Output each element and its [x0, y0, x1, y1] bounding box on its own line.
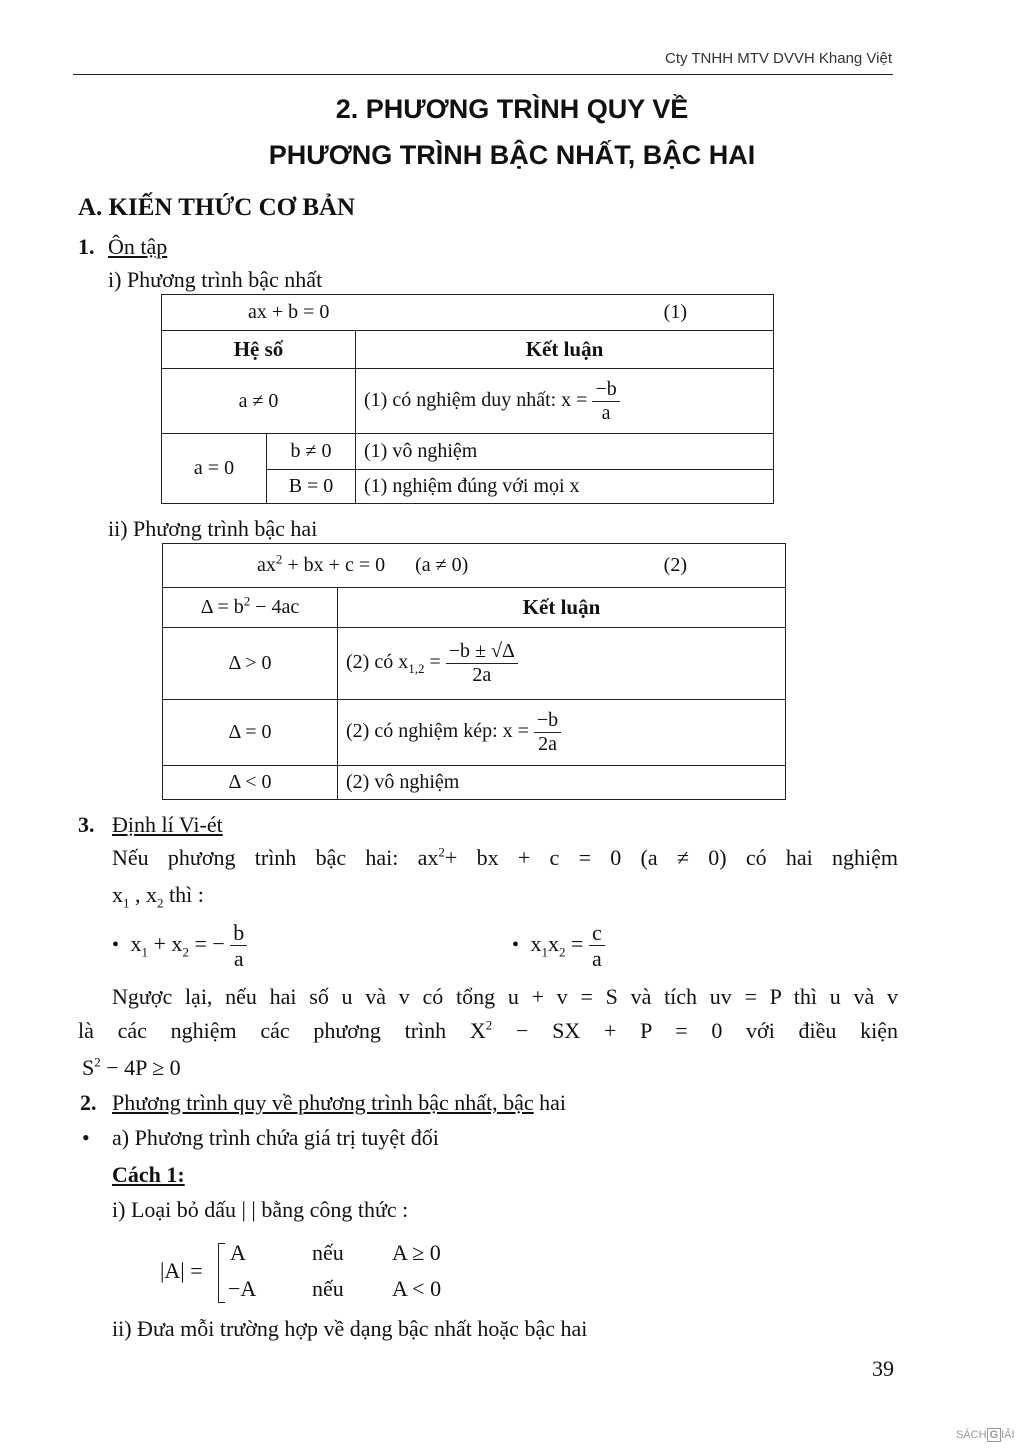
vieta-roots	[112, 882, 204, 911]
header-rule	[73, 74, 893, 75]
sum-x2: + x	[148, 930, 183, 956]
reduce-heading-underlined: Phương trình quy về phương trình bậc nhất, bậc	[112, 1090, 534, 1115]
case1-condition: A ≥ 0	[392, 1240, 441, 1265]
condition-rest: − 4P ≥ 0	[100, 1055, 181, 1080]
roots-then: thì :	[163, 882, 204, 907]
case1-value: A	[230, 1240, 246, 1265]
equation-base: ax	[257, 554, 276, 576]
prod-equals: =	[565, 930, 584, 956]
linear-row2-text: (1) vô nghiệm	[356, 434, 774, 470]
fraction-denominator: a	[591, 946, 602, 972]
bullet: •	[512, 933, 520, 956]
equation-exponent: 2	[275, 551, 283, 567]
watermark-right: IẢI	[1001, 1429, 1015, 1441]
watermark-box: G	[987, 1428, 1002, 1442]
fraction-numerator: −b	[592, 378, 619, 402]
quadratic-row1-fraction	[446, 640, 518, 687]
prod-x1: x	[530, 930, 542, 956]
converse-text-a: là các nghiệm các phương trình X	[78, 1018, 486, 1043]
sum-fraction	[230, 920, 247, 972]
reduce-heading	[112, 1090, 566, 1116]
case1-word: nếu	[312, 1240, 344, 1265]
row2-text: (2) có nghiệm kép: x =	[346, 720, 529, 743]
reduce-heading-tail: hai	[533, 1090, 567, 1115]
converse-exponent: 2	[485, 1017, 493, 1033]
roots-x: x	[112, 882, 123, 907]
abs-lhs: |A| =	[160, 1258, 203, 1283]
quadratic-row2-fraction	[534, 709, 561, 756]
review-heading: Ôn tập	[108, 234, 168, 259]
sum-x1: x	[130, 930, 142, 956]
intro-text-b: + bx + c = 0 (a ≠ 0) có hai nghiệm	[444, 845, 899, 870]
fraction-numerator: −b ± √Δ	[446, 640, 518, 664]
fraction-numerator: −b	[534, 709, 561, 733]
linear-row2-cond: b ≠ 0	[267, 434, 356, 470]
fraction-denominator: a	[233, 946, 244, 972]
case2-condition: A < 0	[392, 1276, 442, 1301]
method1-step1: i) Loại bỏ dấu | | bằng công thức :	[112, 1197, 409, 1222]
vieta-number: 3.	[78, 812, 95, 837]
quadratic-row1-conclusion	[338, 628, 786, 700]
linear-table	[161, 294, 774, 504]
prod-sub2: 2	[559, 944, 566, 960]
case2-word: nếu	[312, 1276, 344, 1301]
quadratic-row3-text: (2) vô nghiệm	[338, 766, 786, 800]
converse-text-b: − SX + P = 0 với điều kiện	[492, 1018, 898, 1043]
equation-rest: + bx + c = 0 (a ≠ 0)	[282, 554, 469, 576]
vieta-heading: Định lí Vi-ét	[112, 812, 223, 837]
fraction-numerator: b	[230, 920, 247, 946]
item-a-heading: a) Phương trình chứa giá trị tuyệt đối	[112, 1125, 439, 1150]
vieta-product	[512, 920, 605, 972]
review-number: 1.	[78, 234, 95, 259]
delta-rest: − 4ac	[250, 596, 300, 618]
method1-step2: ii) Đưa mỗi trường hợp về dạng bậc nhất hoặc bậc hai	[112, 1316, 588, 1341]
quadratic-col-delta	[163, 588, 338, 628]
vieta-intro	[112, 845, 898, 871]
intro-text-a: Nếu phương trình bậc hai: ax	[112, 845, 439, 870]
reduce-number: 2.	[80, 1090, 97, 1115]
quadratic-eq-number: (2)	[663, 554, 687, 576]
piecewise-bracket	[218, 1243, 225, 1303]
roots-sub2: 2	[157, 895, 164, 911]
sum-sub2: 2	[182, 944, 189, 960]
quadratic-equation	[257, 551, 469, 576]
quadratic-heading: ii) Phương trình bậc hai	[108, 516, 318, 541]
linear-eq-number: (1)	[663, 301, 687, 323]
prod-sub1: 1	[541, 944, 549, 960]
publisher-header: Cty TNHH MTV DVVH Khang Việt	[664, 50, 892, 67]
linear-row3-text: (1) nghiệm đúng với mọi x	[356, 470, 774, 504]
page-number: 39	[872, 1356, 894, 1381]
linear-row3-cond: B = 0	[267, 470, 356, 504]
fraction-denominator: a	[601, 401, 611, 424]
case2-value: −A	[228, 1276, 257, 1301]
chapter-title-line1: 2. PHƯƠNG TRÌNH QUY VỀ	[335, 94, 689, 124]
chapter-title-line2: PHƯƠNG TRÌNH BẬC NHẤT, BẬC HAI	[268, 140, 756, 170]
linear-col-conclusion: Kết luận	[356, 331, 774, 369]
method1-heading: Cách 1:	[112, 1162, 185, 1187]
vieta-sum	[112, 920, 247, 972]
quadratic-equation-cell	[163, 544, 786, 588]
linear-heading: i) Phương trình bậc nhất	[108, 267, 323, 292]
watermark-logo	[956, 1428, 1015, 1442]
vieta-converse-line2	[78, 1018, 898, 1044]
quadratic-row3-cond: Δ < 0	[163, 766, 338, 800]
sum-equals: = −	[188, 930, 225, 956]
linear-row1-text: (1) có nghiệm duy nhất: x =	[364, 388, 588, 411]
linear-row1-cond: a ≠ 0	[162, 369, 356, 434]
item-a-bullet: •	[82, 1125, 90, 1150]
sum-sub1: 1	[141, 944, 149, 960]
fraction-numerator: c	[589, 920, 605, 946]
quadratic-row2-cond: Δ = 0	[163, 700, 338, 766]
fraction-denominator: 2a	[472, 664, 492, 686]
condition-exponent: 2	[94, 1054, 101, 1070]
quadratic-table	[162, 543, 786, 800]
row1-subscript: 1,2	[408, 661, 425, 677]
linear-a-zero: a = 0	[162, 434, 267, 504]
quadratic-row2-conclusion	[338, 700, 786, 766]
vieta-converse-line3	[82, 1055, 181, 1081]
row1-text: (2) có x	[346, 651, 409, 674]
quadratic-row1-cond: Δ > 0	[163, 628, 338, 700]
section-heading: A. KIẾN THỨC CƠ BẢN	[78, 194, 356, 221]
watermark-left: SÁCH	[956, 1429, 987, 1441]
fraction-denominator: 2a	[538, 733, 557, 755]
intro-exponent: 2	[438, 844, 445, 860]
linear-equation: ax + b = 0	[248, 301, 330, 323]
condition-s: S	[82, 1055, 95, 1080]
delta-exponent: 2	[243, 593, 251, 609]
delta-base: Δ = b	[200, 596, 244, 618]
linear-col-coef: Hệ số	[162, 331, 356, 369]
linear-row1-fraction	[592, 378, 619, 425]
product-fraction	[589, 920, 605, 972]
prod-x2: x	[548, 930, 560, 956]
quadratic-col-conclusion: Kết luận	[338, 588, 786, 628]
linear-row1-conclusion	[356, 369, 774, 434]
vieta-converse-line1: Ngược lại, nếu hai số u và v có tổng u + v = S và tích uv = P thì u và v	[112, 984, 898, 1009]
row1-equals: =	[424, 651, 441, 674]
roots-x2: , x	[129, 882, 157, 907]
bullet: •	[112, 933, 120, 956]
linear-equation-cell	[162, 295, 774, 331]
roots-sub1: 1	[123, 895, 130, 911]
